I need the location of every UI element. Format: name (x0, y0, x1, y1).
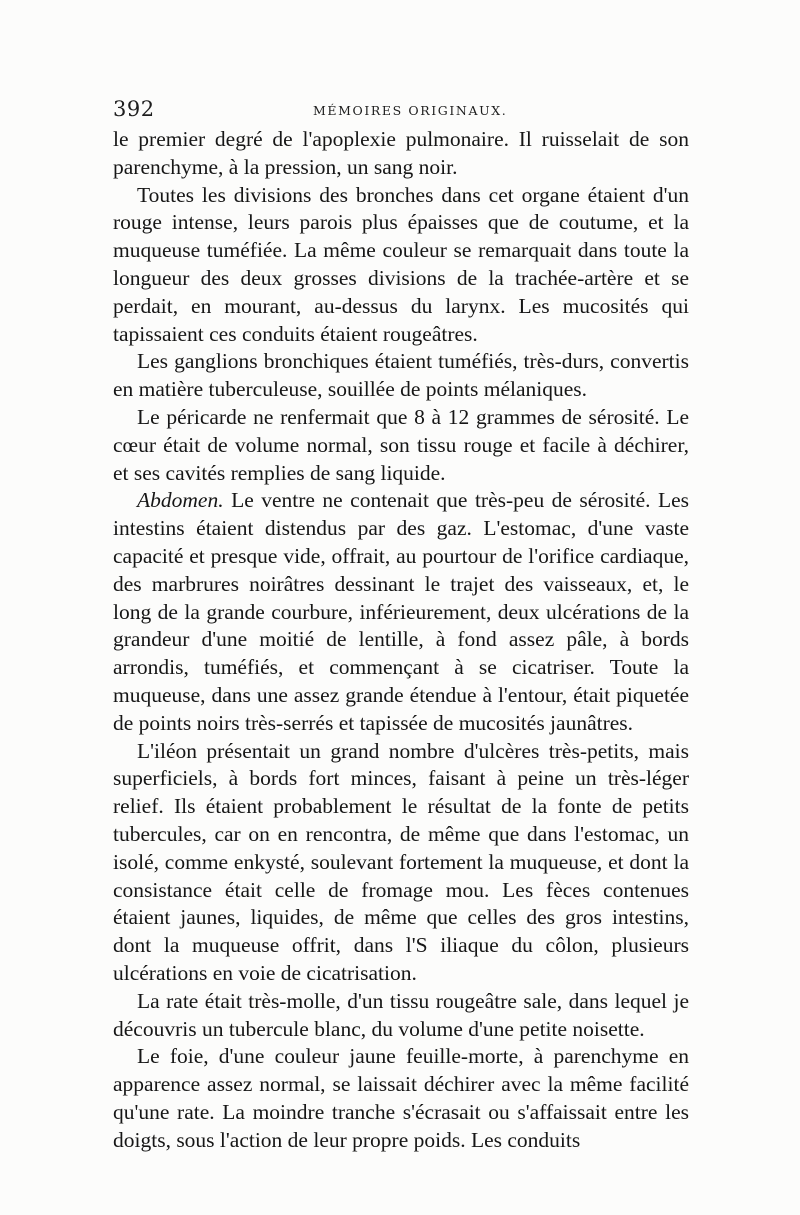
paragraph-text: Les ganglions bronchiques étaient tuméfiés, très-durs, convertis en matière tuberculeuse, souillée de points mélaniques. (113, 349, 689, 402)
page-header (113, 97, 689, 125)
paragraph-text: La rate était très-molle, d'un tissu rougeâtre sale, dans lequel je découvris un tubercule blanc, du volume d'une petite noisette. (113, 988, 689, 1041)
paragraph-text: Le ventre ne contenait que très-peu de sérosité. Les intestins étaient distendus par des gaz. L'estomac, d'une vaste capacité et presque vide, offrait, au pourtour de l'orifice cardiaque, des marbrures noirâtres dessinant le trajet des vaisseaux, et, le long de la grande courbure, inférieurement, deux ulcérations de la grandeur d'une moitié de lentille, à fond assez pâle, à bords arrondis, tuméfiés, et commençant à se cicatriser. Toute la muqueuse, dans une assez grande étendue à l'entour, était piquetée de points noirs très-serrés et tapissée de mucosités jaunâtres. (113, 488, 689, 735)
paragraph-text: Le foie, d'une couleur jaune feuille-morte, à parenchyme en apparence assez normal, se laissait déchirer avec la même facilité qu'une rate. La moindre tranche s'écrasait ou s'affaissait entre les doigts, sous l'action de leur propre poids. Les conduits (113, 1044, 689, 1152)
page-number: 392 (113, 97, 155, 121)
section-lead: Abdomen. (137, 488, 224, 513)
paragraph-text: Toutes les divisions des bronches dans cet organe étaient d'un rouge intense, leurs parois plus épaisses que de coutume, et la muqueuse tuméfiée. La même couleur se remarquait dans toute la longueur des deux grosses divisions de la trachée-artère et se perdait, en mourant, au-dessus du larynx. Les mucosités qui tapissaient ces conduits étaient rougeâtres. (113, 182, 689, 346)
paragraph-text: L'iléon présentait un grand nombre d'ulcères très-petits, mais superficiels, à bords fort minces, faisant à peine un très-léger relief. Ils étaient probablement le résultat de la fonte de petits tubercules, car on en rencontra, de même que dans l'estomac, un isolé, comme enkysté, soulevant fortement la muqueuse, et dont la consistance était celle de fromage mou. Les fèces contenues étaient jaunes, liquides, de même que celles des gros intestins, dont la muqueuse offrit, dans l'S iliaque du côlon, plusieurs ulcérations en voie de cicatrisation. (113, 738, 689, 985)
paragraph-text: le premier degré de l'apoplexie pulmonaire. Il ruisselait de son parenchyme, à la pression, un sang noir. (113, 127, 689, 179)
paragraph (113, 988, 689, 1044)
paragraph-text: Le péricarde ne renfermait que 8 à 12 grammes de sérosité. Le cœur était de volume normal, son tissu rouge et facile à déchirer, et ses cavités remplies de sang liquide. (113, 404, 689, 485)
running-title: MÉMOIRES ORIGINAUX. (313, 103, 508, 118)
paragraph (113, 126, 689, 182)
paragraph (113, 1043, 689, 1154)
paragraph (113, 404, 689, 487)
body-text (113, 126, 689, 1154)
paragraph (113, 487, 689, 737)
paragraph (113, 348, 689, 404)
paragraph (113, 182, 689, 349)
paragraph (113, 738, 689, 988)
